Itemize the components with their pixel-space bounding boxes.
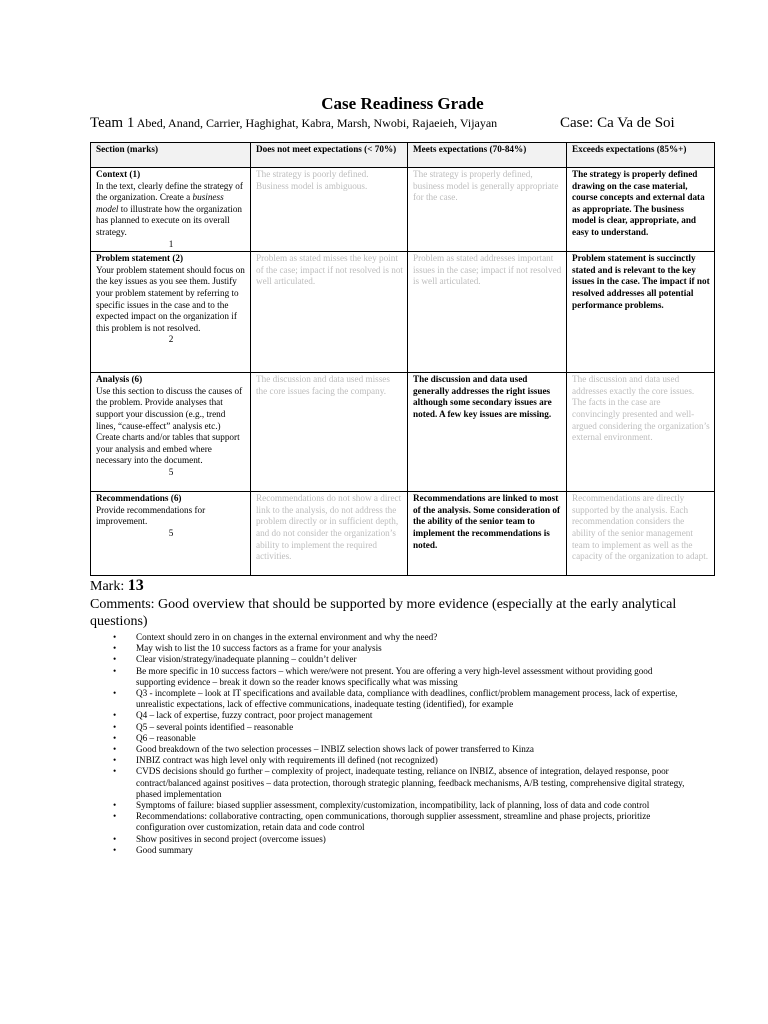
section-desc: Your problem statement should focus on the key issues as you see them. Justify your problem statement by referring to specific issues in the case and to the expected impact on the organization if this problem is not resolved. xyxy=(96,264,245,333)
section-title: Recommendations (6) xyxy=(96,493,182,504)
section-desc: Use this section to discuss the causes of the problem. Provide analyses that support your discussion (e.g., trend lines, “cause-effect” analysis etc.) Create charts and/or tables that support your analysis and embed where necessary into the document. xyxy=(96,385,243,466)
exceeds-cell: Recommendations are directly supported by the analysis. Each recommendation considers the ability of the senior management team to implement as well as the capacity of the organization to adapt. xyxy=(567,492,715,576)
bullet-icon: • xyxy=(113,744,117,755)
table-row xyxy=(91,168,715,252)
section-title: Problem statement (2) xyxy=(96,253,184,264)
page-title: Case Readiness Grade xyxy=(321,94,484,113)
exceeds-cell: Problem statement is succinctly stated and is relevant to the key issues in the case. The impact if not resolved addresses all potential performance problems. xyxy=(567,252,715,373)
list-item: • Q6 – reasonable xyxy=(113,732,196,743)
bullet-icon: • xyxy=(113,732,117,743)
exceeds-cell: The strategy is properly defined drawing on the case material, course concepts and external data as appropriate. The business model is clear, appropriate, and easy to understand. xyxy=(567,168,715,252)
does-not-meet-cell: The discussion and data used misses the core issues facing the company. xyxy=(251,373,408,492)
list-item: • CVDS decisions should go further – complexity of project, inadequate testing, reliance on INBIZ, absence of integration, delayed response, poor contract/balanced against positives – data protection, thorough strategic planning, feedback mechanisms, A/B testing, comprehensive digital strategy, phased implementation xyxy=(113,766,685,799)
bullet-icon: • xyxy=(113,766,117,777)
meets-cell: The strategy is properly defined, business model is generally appropriate for the case. xyxy=(408,168,567,252)
section-title: Analysis (6) xyxy=(96,374,143,385)
section-mark: 2 xyxy=(168,334,174,345)
mark-value: 13 xyxy=(127,577,144,594)
section-mark: 5 xyxy=(168,466,174,477)
team-label: Team 1 xyxy=(90,115,135,131)
team-members: Abed, Anand, Carrier, Haghighat, Kabra, Marsh, Nwobi, Rajaeieh, Vijayan xyxy=(136,116,498,130)
list-item: • Recommendations: collaborative contracting, open communications, thorough supplier assessment, streamline and phase projects, prioritize configuration over customization, retain data and code control xyxy=(113,811,651,833)
rubric-table xyxy=(90,142,715,576)
list-item: • Good summary xyxy=(113,844,193,855)
bullet-icon: • xyxy=(113,665,117,676)
bullet-icon: • xyxy=(113,710,117,721)
mark-label: Mark: xyxy=(90,579,125,594)
does-not-meet-cell: Recommendations do not show a direct link to the analysis, do not address the problem directly or in sufficient depth, and do not consider the organization’s ability to implement the required activities. xyxy=(251,492,408,576)
list-item: • Q3 - incomplete – look at IT specifications and available data, compliance with deadlines, conflict/problem management process, lack of expertise, unrealistic expectations, lack of effective communications, inadequate testing (identified), for example xyxy=(113,688,678,710)
header-does-not-meet: Does not meet expectations (< 70%) xyxy=(251,143,408,168)
does-not-meet-cell: The strategy is poorly defined. Business model is ambiguous. xyxy=(251,168,408,252)
header-section: Section (marks) xyxy=(91,143,251,168)
list-item: • May wish to list the 10 success factors as a frame for your analysis xyxy=(113,643,382,654)
bullet-icon: • xyxy=(113,755,117,766)
list-item: • Q5 – several points identified – reasonable xyxy=(113,721,294,732)
section-cell xyxy=(91,168,251,252)
does-not-meet-cell: Problem as stated misses the key point of the case; impact if not resolved is not well articulated. xyxy=(251,252,408,373)
table-row xyxy=(91,252,715,373)
section-cell xyxy=(91,373,251,492)
bullet-icon: • xyxy=(113,811,117,822)
section-desc: Provide recommendations for improvement. xyxy=(96,504,206,527)
comment-bullets xyxy=(110,632,690,856)
section-cell xyxy=(91,492,251,576)
section-cell xyxy=(91,252,251,373)
team-line xyxy=(90,115,715,132)
rubric-header-row xyxy=(91,143,715,168)
list-item: • Be more specific in 10 success factors – which were/were not present. You are offering a very high-level assessment without providing good supporting evidence – break it down so the reader knows specifically what was missing xyxy=(113,665,653,687)
section-mark: 1 xyxy=(168,238,174,249)
header-exceeds: Exceeds expectations (85%+) xyxy=(567,143,715,168)
case-name: Case: Ca Va de Soi xyxy=(560,115,675,131)
bullet-icon: • xyxy=(113,844,117,855)
list-item: • Clear vision/strategy/inadequate planning – couldn’t deliver xyxy=(113,654,357,665)
list-item: • Symptoms of failure: biased supplier assessment, complexity/customization, incompatibility, lack of planning, loss of data and code control xyxy=(113,800,650,811)
meets-cell: The discussion and data used generally addresses the right issues although some secondary issues are noted. A few key issues are missing. xyxy=(408,373,567,492)
list-item: • Context should zero in on changes in the external environment and why the need? xyxy=(113,632,438,642)
bullet-icon: • xyxy=(113,643,117,654)
section-title: Context (1) xyxy=(96,169,141,179)
meets-cell: Problem as stated addresses important issues in the case; impact if not resolved is well articulated. xyxy=(408,252,567,373)
exceeds-cell: The discussion and data used addresses exactly the core issues. The facts in the case are convincingly presented and well-argued considering the organization’s external environment. xyxy=(567,373,715,492)
meets-cell: Recommendations are linked to most of the analysis. Some consideration of the ability of the senior team to implement the recommendations is noted. xyxy=(408,492,567,576)
bullet-icon: • xyxy=(113,833,117,844)
table-row xyxy=(91,373,715,492)
list-item: • Good breakdown of the two selection processes – INBIZ selection shows lack of power transferred to Kinza xyxy=(113,744,535,755)
bullet-icon: • xyxy=(113,632,117,642)
section-mark: 5 xyxy=(168,527,174,538)
mark-line xyxy=(90,577,144,595)
section-desc: In the text, clearly define the strategy of the organization. Create a business model to illustrate how the organization has planned to execute on its overall strategy. xyxy=(96,180,243,237)
table-row xyxy=(91,492,715,576)
list-item: • INBIZ contract was high level only with requirements ill defined (not recognized) xyxy=(113,755,438,766)
list-item: • Q4 – lack of expertise, fuzzy contract, poor project management xyxy=(113,710,373,721)
bullet-icon: • xyxy=(113,800,117,811)
bullet-icon: • xyxy=(113,721,117,732)
bullet-icon: • xyxy=(113,688,117,699)
list-item: • Show positives in second project (overcome issues) xyxy=(113,833,326,844)
comments-text: Comments: Good overview that should be supported by more evidence (especially at the early analytical questions) xyxy=(90,597,677,629)
bullet-icon: • xyxy=(113,654,117,665)
header-meets: Meets expectations (70-84%) xyxy=(408,143,567,168)
